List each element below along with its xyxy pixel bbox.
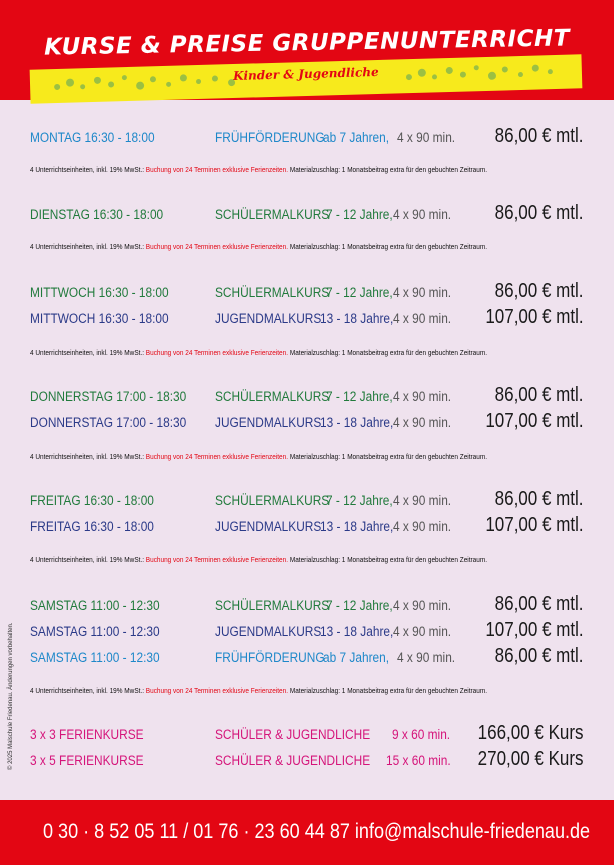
paint-dot xyxy=(518,72,523,77)
row-age: 7 - 12 Jahre, xyxy=(326,389,393,404)
note-text: 4 Unterrichtseinheiten, inkl. 19% MwSt.: xyxy=(30,165,145,174)
note-booking: Buchung von 24 Terminen exklusive Ferienzeiten. xyxy=(145,165,289,174)
note-material: Materialzuschlag: 1 Monatsbeitrag extra für den gebuchten Zeitraum. xyxy=(289,165,488,174)
row-units: 4 x 90 min. xyxy=(393,207,452,222)
row-course: SCHÜLERMALKURS xyxy=(215,207,330,222)
row-day: FREITAG 16:30 - 18:00 xyxy=(30,493,154,508)
row-age: 13 - 18 Jahre, xyxy=(320,415,394,430)
schedule-row-thursday-2 xyxy=(0,410,614,436)
paint-dot xyxy=(406,74,412,80)
pricing-note xyxy=(30,686,512,695)
row-age: 7 - 12 Jahre, xyxy=(326,493,393,508)
row-price: 86,00 € mtl. xyxy=(495,645,584,667)
pricing-note xyxy=(30,452,512,461)
holiday-units: 9 x 60 min. xyxy=(392,727,451,742)
subtitle-banner xyxy=(30,54,583,103)
schedule-row-friday-2 xyxy=(0,514,614,540)
note-material: Materialzuschlag: 1 Monatsbeitrag extra für den gebuchten Zeitraum. xyxy=(289,555,488,564)
holiday-row-2 xyxy=(0,748,614,774)
row-course: FRÜHFÖRDERUNG xyxy=(215,650,325,665)
row-course: SCHÜLERMALKURS xyxy=(215,598,330,613)
schedule-row-tuesday xyxy=(0,202,614,228)
row-course: JUGENDMALKURS xyxy=(215,415,322,430)
row-price: 86,00 € mtl. xyxy=(495,125,584,147)
schedule-row-thursday-1 xyxy=(0,384,614,410)
row-course: JUGENDMALKURS xyxy=(215,519,322,534)
paint-dot xyxy=(474,65,479,70)
row-units: 4 x 90 min. xyxy=(393,415,452,430)
row-price: 107,00 € mtl. xyxy=(485,619,584,641)
row-units: 4 x 90 min. xyxy=(393,598,452,613)
pricing-note xyxy=(30,555,512,564)
row-price: 107,00 € mtl. xyxy=(485,306,584,328)
row-age: 13 - 18 Jahre, xyxy=(320,311,394,326)
row-price: 86,00 € mtl. xyxy=(495,202,584,224)
row-age: 7 - 12 Jahre, xyxy=(326,598,393,613)
row-day: SAMSTAG 11:00 - 12:30 xyxy=(30,650,160,665)
row-course: SCHÜLERMALKURS xyxy=(215,389,330,404)
schedule-row-wednesday-2 xyxy=(0,306,614,332)
schedule-row-saturday-3 xyxy=(0,645,614,671)
holiday-price: 270,00 € Kurs xyxy=(478,748,584,770)
note-booking: Buchung von 24 Terminen exklusive Ferienzeiten. xyxy=(145,348,289,357)
holiday-name: 3 x 5 FERIENKURSE xyxy=(30,753,144,768)
copyright-note: © 2025 Malschule Friedenau. Änderungen vorbehalten. xyxy=(8,622,14,770)
row-price: 86,00 € mtl. xyxy=(495,593,584,615)
row-units: 4 x 90 min. xyxy=(393,285,452,300)
note-material: Materialzuschlag: 1 Monatsbeitrag extra für den gebuchten Zeitraum. xyxy=(289,452,488,461)
holiday-units: 15 x 60 min. xyxy=(386,753,451,768)
holiday-name: 3 x 3 FERIENKURSE xyxy=(30,727,144,742)
row-age: ab 7 Jahren, xyxy=(323,130,390,145)
row-day: MONTAG 16:30 - 18:00 xyxy=(30,130,155,145)
holiday-course: SCHÜLER & JUGENDLICHE xyxy=(215,753,371,768)
paint-dot xyxy=(446,67,453,74)
row-day: DONNERSTAG 17:00 - 18:30 xyxy=(30,389,187,404)
row-units: 4 x 90 min. xyxy=(393,311,452,326)
paint-dot xyxy=(502,66,508,72)
paint-dot xyxy=(532,64,539,71)
row-day: DIENSTAG 16:30 - 18:00 xyxy=(30,207,164,222)
paint-dot xyxy=(418,69,426,77)
pricing-note xyxy=(30,348,512,357)
row-units: 4 x 90 min. xyxy=(393,519,452,534)
row-age: 13 - 18 Jahre, xyxy=(320,624,394,639)
contact-line: 0 30 · 8 52 05 11 / 01 76 · 23 60 44 87 info@malschule-friedenau.de xyxy=(42,820,591,843)
row-course: FRÜHFÖRDERUNG xyxy=(215,130,325,145)
row-units: 4 x 90 min. xyxy=(393,493,452,508)
row-units: 4 x 90 min. xyxy=(397,650,456,665)
paint-dot xyxy=(460,72,466,78)
header-band xyxy=(0,0,614,100)
row-course: SCHÜLERMALKURS xyxy=(215,285,330,300)
paint-splatter-right xyxy=(402,61,562,83)
row-units: 4 x 90 min. xyxy=(393,389,452,404)
note-booking: Buchung von 24 Terminen exklusive Ferienzeiten. xyxy=(145,686,289,695)
note-material: Materialzuschlag: 1 Monatsbeitrag extra für den gebuchten Zeitraum. xyxy=(289,686,488,695)
schedule-row-monday xyxy=(0,125,614,151)
note-booking: Buchung von 24 Terminen exklusive Ferienzeiten. xyxy=(145,452,289,461)
row-price: 86,00 € mtl. xyxy=(495,280,584,302)
footer-band xyxy=(0,800,614,865)
row-age: ab 7 Jahren, xyxy=(323,650,390,665)
row-age: 7 - 12 Jahre, xyxy=(326,207,393,222)
note-booking: Buchung von 24 Terminen exklusive Ferienzeiten. xyxy=(145,555,289,564)
row-day: SAMSTAG 11:00 - 12:30 xyxy=(30,624,160,639)
note-booking: Buchung von 24 Terminen exklusive Ferienzeiten. xyxy=(145,242,289,251)
row-units: 4 x 90 min. xyxy=(397,130,456,145)
row-course: JUGENDMALKURS xyxy=(215,311,322,326)
paint-dot xyxy=(488,72,496,80)
row-day: MITTWOCH 16:30 - 18:00 xyxy=(30,285,169,300)
row-day: FREITAG 16:30 - 18:00 xyxy=(30,519,154,534)
pricing-note xyxy=(30,165,512,174)
note-material: Materialzuschlag: 1 Monatsbeitrag extra für den gebuchten Zeitraum. xyxy=(289,348,488,357)
schedule-row-friday-1 xyxy=(0,488,614,514)
pricing-note xyxy=(30,242,512,251)
row-day: SAMSTAG 11:00 - 12:30 xyxy=(30,598,160,613)
schedule-row-saturday-2 xyxy=(0,619,614,645)
note-text: 4 Unterrichtseinheiten, inkl. 19% MwSt.: xyxy=(30,348,145,357)
holiday-row-1 xyxy=(0,722,614,748)
schedule-row-wednesday-1 xyxy=(0,280,614,306)
holiday-price: 166,00 € Kurs xyxy=(478,722,584,744)
row-age: 7 - 12 Jahre, xyxy=(326,285,393,300)
paint-dot xyxy=(548,69,553,74)
row-price: 107,00 € mtl. xyxy=(485,514,584,536)
row-course: JUGENDMALKURS xyxy=(215,624,322,639)
row-course: SCHÜLERMALKURS xyxy=(215,493,330,508)
note-text: 4 Unterrichtseinheiten, inkl. 19% MwSt.: xyxy=(30,555,145,564)
row-price: 86,00 € mtl. xyxy=(495,384,584,406)
row-day: MITTWOCH 16:30 - 18:00 xyxy=(30,311,169,326)
subtitle: Kinder & Jugendliche xyxy=(232,64,379,84)
page-title: KURSE & PREISE GRUPPENUNTERRICHT xyxy=(43,25,571,61)
row-price: 107,00 € mtl. xyxy=(485,410,584,432)
note-text: 4 Unterrichtseinheiten, inkl. 19% MwSt.: xyxy=(30,686,145,695)
paint-dot xyxy=(432,74,437,79)
schedule-row-saturday-1 xyxy=(0,593,614,619)
note-text: 4 Unterrichtseinheiten, inkl. 19% MwSt.: xyxy=(30,242,145,251)
row-units: 4 x 90 min. xyxy=(393,624,452,639)
holiday-course: SCHÜLER & JUGENDLICHE xyxy=(215,727,371,742)
row-age: 13 - 18 Jahre, xyxy=(320,519,394,534)
row-price: 86,00 € mtl. xyxy=(495,488,584,510)
note-text: 4 Unterrichtseinheiten, inkl. 19% MwSt.: xyxy=(30,452,145,461)
row-day: DONNERSTAG 17:00 - 18:30 xyxy=(30,415,187,430)
note-material: Materialzuschlag: 1 Monatsbeitrag extra für den gebuchten Zeitraum. xyxy=(289,242,488,251)
